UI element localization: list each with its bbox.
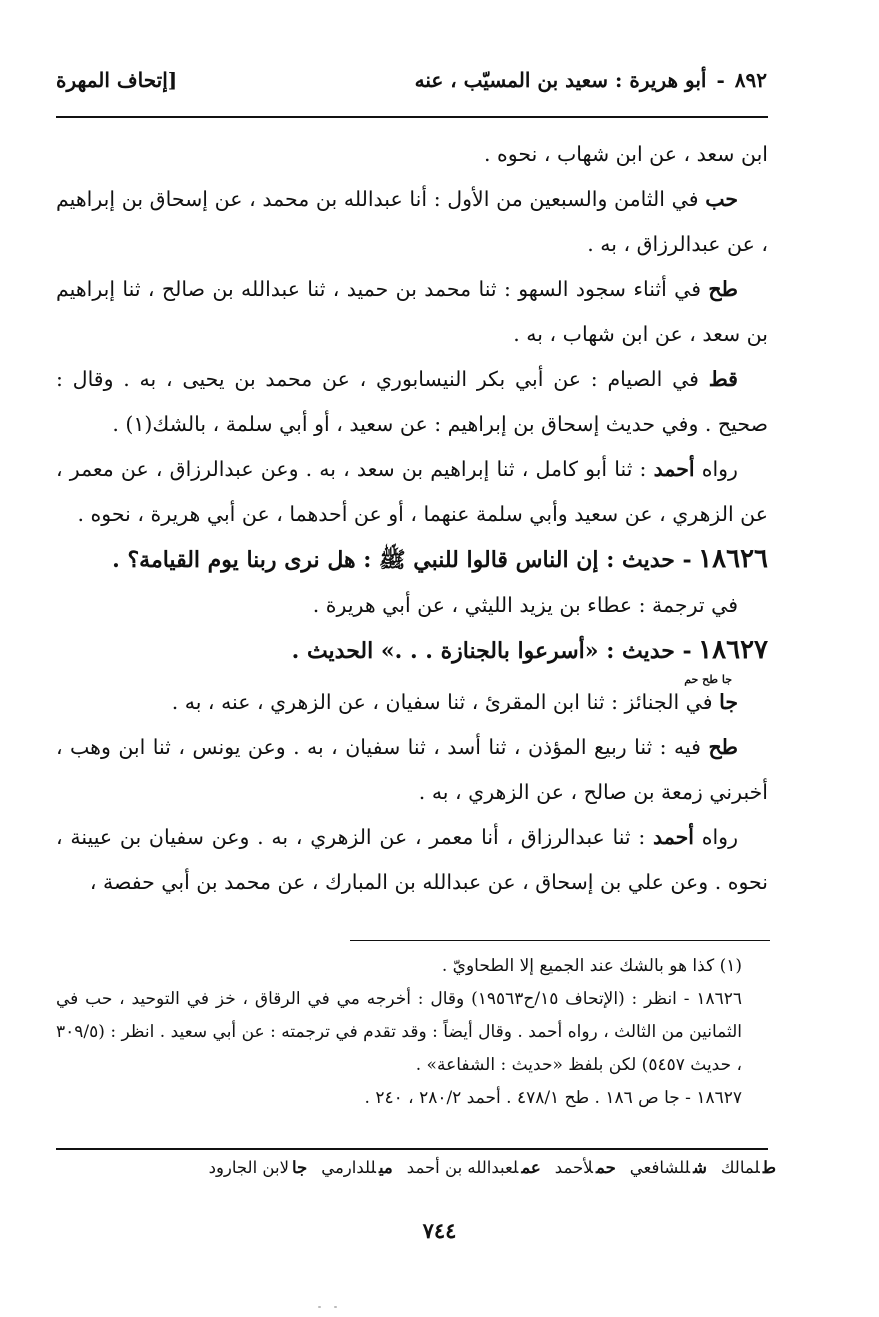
running-header xyxy=(56,60,767,100)
scan-speck xyxy=(334,1306,337,1308)
header-chapter xyxy=(415,68,767,92)
header-rule xyxy=(56,116,768,118)
hadith-number: ١٨٦٢٦ xyxy=(698,544,768,574)
footnote: (١) كذا هو بالشك عند الجميع إلا الطحاويّ . xyxy=(441,956,742,976)
margin-note: جا طح حم xyxy=(684,673,732,686)
abbreviations-rule xyxy=(56,1148,768,1150)
abbreviation: عملعبدالله بن أحمد xyxy=(406,1158,541,1177)
paragraph: في ترجمة : عطاء بن يزيد الليثي ، عن أبي هريرة . xyxy=(312,593,738,617)
abbreviation: جالابن الجارود xyxy=(208,1158,308,1177)
abbreviation: طلمالك xyxy=(720,1158,776,1177)
paragraph: رواه أحمد : ثنا عبدالرزاق ، أنا معمر ، عن الزهري ، به . وعن سفيان بن عيينة ، نحوه . وعن علي بن إسحاق ، عن عبدالله بن المبارك ، عن محمد بن أبي حفصة ، xyxy=(56,825,768,894)
paragraph: قط في الصيام : عن أبي بكر النيسابوري ، عن محمد بن يحيى ، به . وقال : صحيح . وفي حديث إسحاق بن إبراهيم : عن سعيد ، أو أبي سلمة ، بالشك(١) . xyxy=(56,367,768,436)
header-title: أبو هريرة : سعيد بن المسيّب ، عنه xyxy=(414,68,707,92)
source-code: أحمد xyxy=(653,825,694,849)
abbreviation: شللشافعي xyxy=(629,1158,707,1177)
source-code: طح xyxy=(708,277,738,301)
hadith-heading: ١٨٦٢٦ - حديث : إن الناس قالوا للنبي ﷺ : هل نرى ربنا يوم القيامة؟ . xyxy=(112,544,768,574)
source-code: طح xyxy=(708,735,738,759)
abbreviation: ميللدارمي xyxy=(321,1158,393,1177)
footnote: ١٨٦٢٦ - انظر : (الإتحاف ١٥/ح١٩٥٦٣) وقال : أخرجه مي في الرقاق ، خز في التوحيد ، حب في الثمانين من الثالث ، رواه أحمد . وقال أيضاً : وقد تقدم في ترجمته : عن أبي سعيد . انظر : (٣٠٩/٥ ، حديث ٥٤٥٧) لكن بلفظ «حديث : الشفاعة» . xyxy=(56,989,742,1075)
footnote: ١٨٦٢٧ - جا ص ١٨٦ . طح ٤٧٨/١ . أحمد ٢٨٠/٢ ، ٢٤٠ . xyxy=(364,1088,742,1108)
paragraph: طح فيه : ثنا ربيع المؤذن ، ثنا أسد ، ثنا سفيان ، به . وعن يونس ، ثنا ابن وهب ، أخبرني زمعة بن صالح ، عن الزهري ، به . xyxy=(56,735,768,804)
page-number: ٧٤٤ xyxy=(422,1218,457,1243)
source-code: قط xyxy=(708,367,738,391)
abbreviation: حملأحمد xyxy=(554,1158,616,1177)
header-book-title: [إتحاف المهرة xyxy=(56,68,178,92)
header-dash: - xyxy=(716,68,725,92)
scan-speck xyxy=(318,1306,321,1308)
hadith-number: ١٨٦٢٧ xyxy=(698,635,768,665)
paragraph: طح في أثناء سجود السهو : ثنا محمد بن حميد ، ثنا عبدالله بن صالح ، ثنا إبراهيم بن سعد ، عن ابن شهاب ، به . xyxy=(56,277,768,346)
footnotes xyxy=(56,950,768,1115)
paragraph: ابن سعد ، عن ابن شهاب ، نحوه . xyxy=(484,142,768,166)
main-text xyxy=(56,132,768,905)
source-code: حب xyxy=(705,187,738,211)
source-code: أحمد xyxy=(653,457,695,481)
header-number: ٨٩٢ xyxy=(734,68,767,92)
abbreviations-key xyxy=(56,1158,776,1177)
footnote-separator xyxy=(350,940,770,941)
paragraph: حب في الثامن والسبعين من الأول : أنا عبدالله بن محمد ، عن إسحاق بن إبراهيم ، عن عبدالرزاق ، به . xyxy=(56,187,768,256)
source-code: جا xyxy=(719,690,738,714)
paragraph: رواه أحمد : ثنا أبو كامل ، ثنا إبراهيم بن سعد ، به . وعن عبدالرزاق ، عن معمر ، عن الزهري ، عن سعيد وأبي سلمة عنهما ، أو عن أحدهما ، عن أبي هريرة ، نحوه . xyxy=(56,457,768,526)
paragraph: جا طح حم جا في الجنائز : ثنا ابن المقرئ ، ثنا سفيان ، عن الزهري ، عنه ، به . xyxy=(56,674,768,725)
hadith-heading: ١٨٦٢٧ - حديث : «أسرعوا بالجنازة . . .» الحديث . xyxy=(291,635,768,665)
